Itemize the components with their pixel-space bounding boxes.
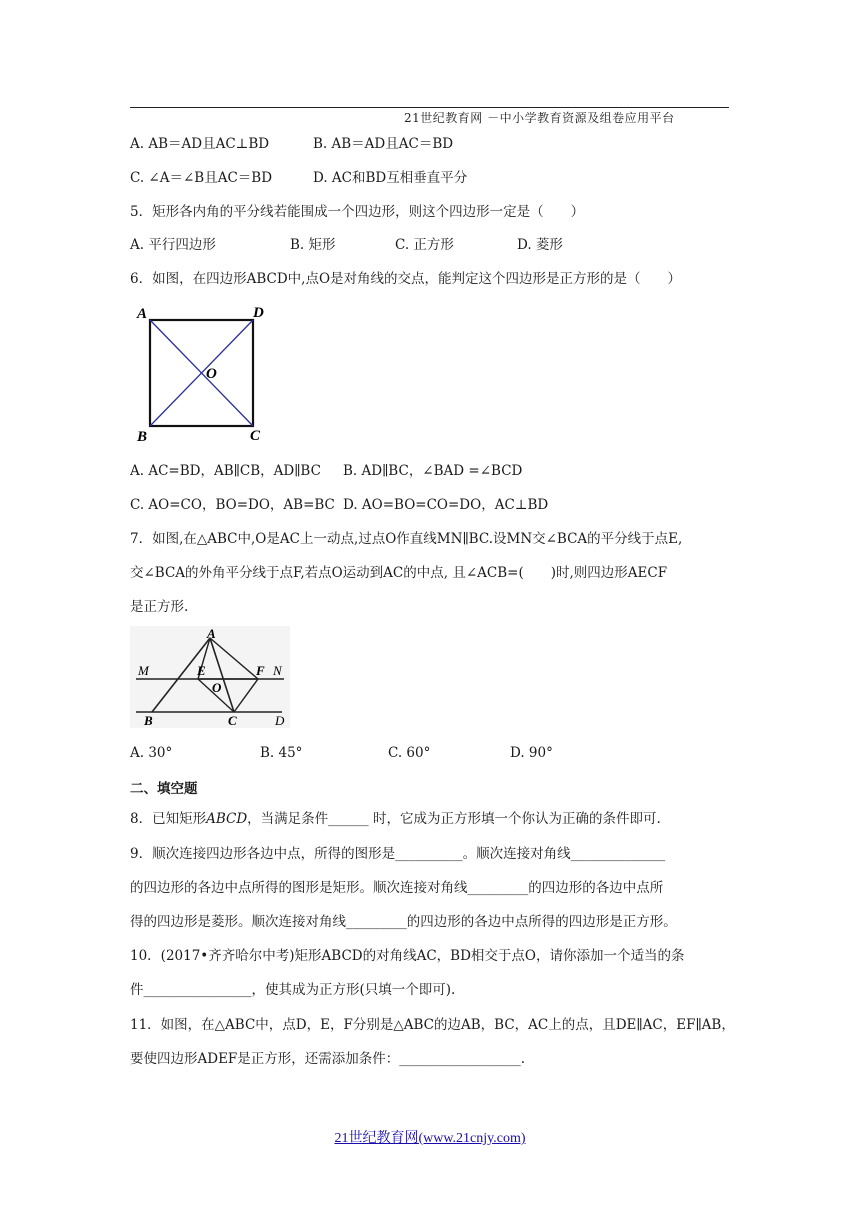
- label-a: A: [137, 306, 148, 322]
- label-b: B: [144, 713, 153, 728]
- q8-italic: ABCD: [206, 811, 248, 827]
- header-rule: [130, 107, 729, 108]
- q4-option-a: A. AB＝AD且AC⊥BD: [130, 136, 270, 152]
- q4-option-c: C. ∠A＝∠B且AC＝BD: [130, 170, 273, 186]
- q6-option-a: A. AC=BD，AB∥CB，AD∥BC: [130, 463, 321, 479]
- footer: [0, 1127, 860, 1147]
- q4-option-b: B. AB＝AD且AC＝BD: [313, 136, 454, 152]
- q7-option-d: D. 90°: [510, 745, 553, 761]
- q5-option-b: B. 矩形: [290, 237, 336, 253]
- label-a: A: [207, 626, 216, 641]
- q7-line-2: 交∠BCA的外角平分线于点F,若点O运动到AC的中点, 且∠ACB=( )时,则四边形AECF: [130, 565, 668, 581]
- label-d: D: [253, 305, 264, 321]
- label-c: C: [228, 713, 237, 728]
- label-o: O: [212, 680, 222, 695]
- section-title-fill-in: 二、填空题: [130, 781, 198, 797]
- q11-line-2: 要使四边形ADEF是正方形，还需添加条件：__________________.: [130, 1051, 526, 1067]
- q7-option-c: C. 60°: [388, 745, 431, 761]
- label-f: F: [256, 663, 265, 678]
- q5-option-a: A. 平行四边形: [130, 237, 216, 253]
- q9-line-1: 9．顺次连接四边形各边中点，所得的图形是__________。顺次连接对角线______________: [130, 846, 666, 862]
- label-e: E: [197, 663, 206, 678]
- label-o: O: [206, 366, 217, 382]
- q9-line-3: 得的四边形是菱形。顺次连接对角线_________的四边形的各边中点所得的四边形是正方形。: [130, 914, 677, 930]
- q10-line-1: 10．(2017•齐齐哈尔中考)矩形ABCD的对角线AC，BD相交于点O，请你添加一个适当的条: [130, 948, 685, 964]
- footer-link[interactable]: 21世纪教育网(www.21cnjy.com): [334, 1131, 526, 1146]
- q11-line-1: 11．如图，在△ABC中，点D，E，F分别是△ABC的边AB，BC，AC上的点，且DE∥AC，EF∥AB，: [130, 1017, 735, 1033]
- header-text: 21世纪教育网 －中小学教育资源及组卷应用平台: [404, 111, 675, 125]
- label-c: C: [250, 428, 261, 444]
- q10-line-2: 件________________，使其成为正方形(只填一个即可).: [130, 982, 456, 998]
- q7-line-3: 是正方形.: [130, 599, 189, 615]
- q6-option-b: B. AD∥BC，∠BAD =∠BCD: [343, 463, 523, 479]
- q6-option-c: C. AO=CO，BO=DO，AB=BC: [130, 497, 335, 513]
- q8-pre: 8．已知矩形: [130, 811, 207, 827]
- q7-line-1: 7．如图,在△ABC中,O是AC上一动点,过点O作直线MN∥BC.设MN交∠BCA的平分线于点E,: [130, 531, 683, 547]
- q6-square-figure: [130, 300, 270, 448]
- q5-option-d: D. 菱形: [517, 237, 563, 253]
- q4-option-d: D. AC和BD互相垂直平分: [313, 170, 468, 186]
- q8-stem: [130, 810, 661, 828]
- q6-option-d: D. AO=BO=CO=DO，AC⊥BD: [343, 497, 549, 513]
- label-m: M: [138, 663, 149, 678]
- q6-stem: 6．如图，在四边形ABCD中,点O是对角线的交点，能判定这个四边形是正方形的是（ ）: [130, 271, 682, 287]
- q8-post: ，当满足条件______ 时，它成为正方形填一个你认为正确的条件即可.: [247, 811, 661, 827]
- label-d: D: [275, 713, 285, 728]
- q7-option-b: B. 45°: [260, 745, 303, 761]
- q7-triangle-figure: [130, 626, 290, 728]
- label-b: B: [137, 429, 148, 445]
- q9-line-2: 的四边形的各边中点所得的图形是矩形。顺次连接对角线_________的四边形的各边中点所: [130, 880, 664, 896]
- q5-option-c: C. 正方形: [395, 237, 454, 253]
- label-n: N: [273, 663, 282, 678]
- q7-option-a: A. 30°: [130, 745, 173, 761]
- q5-stem: 5．矩形各内角的平分线若能围成一个四边形，则这个四边形一定是（ ）: [130, 204, 585, 220]
